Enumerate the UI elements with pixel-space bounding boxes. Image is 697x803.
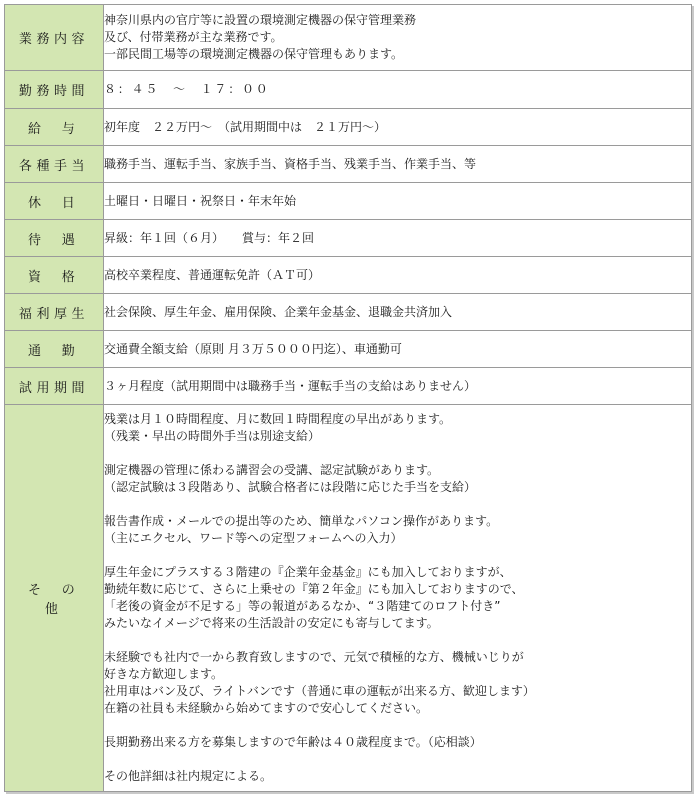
other-line: 社用車はバン及び、ライトバンです（普通に車の運転が出来る方、歓迎します） (104, 684, 535, 698)
value-other (104, 405, 692, 792)
label-treatment: 待遇 (5, 220, 104, 257)
value-commute (104, 331, 692, 368)
other-line: （主にエクセル、ワード等への定型フォームへの入力） (104, 531, 403, 545)
row-commute (5, 331, 692, 368)
label-allowances: 各種手当 (5, 146, 104, 183)
row-duties (5, 5, 692, 71)
duties-line: 一部民間工場等の環境測定機器の保守管理もあります。 (104, 47, 404, 61)
other-paragraph (104, 768, 691, 785)
other-line: みたいなイメージで将来の生活設計の安定にも寄与してます。 (104, 616, 439, 630)
label-commute: 通勤 (5, 331, 104, 368)
job-details-table (4, 4, 692, 792)
duties-line: 及び、付帯業務が主な業務です。 (104, 30, 283, 44)
value-qualifications (104, 257, 692, 294)
other-line: 好きな方歓迎します。 (104, 667, 224, 681)
probation-text: ３ヶ月程度（試用期間中は職務手当・運転手当の支給はありません） (104, 378, 477, 393)
other-line: （認定試験は３段階あり、試験合格者には段階に応じた手当を支給） (104, 480, 477, 494)
other-line: その他詳細は社内規定による。 (104, 769, 273, 783)
other-line: 未経験でも社内で一から教育致しますので、元気で積極的な方、機械いじりが (104, 650, 524, 664)
label-holidays: 休日 (5, 183, 104, 220)
value-allowances (104, 146, 692, 183)
value-hours (104, 71, 692, 109)
other-line: （残業・早出の時間外手当は別途支給） (104, 429, 321, 443)
qualifications-text: 高校卒業程度、普通運転免許（ＡＴ可） (104, 267, 321, 282)
value-duties (104, 5, 692, 71)
allowances-text: 職務手当、運転手当、家族手当、資格手当、残業手当、作業手当、等 (104, 156, 477, 171)
other-paragraph (104, 462, 691, 496)
other-paragraph (104, 734, 691, 751)
row-benefits (5, 294, 692, 331)
row-salary (5, 109, 692, 146)
holidays-text: 土曜日・日曜日・祝祭日・年末年始 (104, 193, 297, 208)
salary-text: 初年度 ２２万円～ （試用期間中は ２１万円～） (104, 119, 387, 134)
other-paragraph (104, 411, 691, 445)
value-benefits (104, 294, 692, 331)
label-probation: 試用期間 (5, 368, 104, 405)
other-line: 「老後の資金が不足する」等の報道があるなか、“３階建てのロフト付き” (104, 599, 501, 613)
label-benefits: 福利厚生 (5, 294, 104, 331)
other-line: 長期勤務出来る方を募集しますので年齢は４０歳程度まで。（応相談） (104, 735, 482, 749)
other-paragraph (104, 564, 691, 632)
label-qualifications: 資格 (5, 257, 104, 294)
row-treatment (5, 220, 692, 257)
other-paragraph (104, 513, 691, 547)
hours-text: ８：４５ ～ １７：００ (104, 82, 270, 96)
treatment-text: 昇級：年１回（６月） 賞与：年２回 (104, 230, 315, 245)
other-line: 測定機器の管理に係わる講習会の受講、認定試験があります。 (104, 463, 440, 477)
other-line: 報告書作成・メールでの提出等のため、簡単なパソコン操作があります。 (104, 514, 499, 528)
other-line: 厚生年金にプラスする３階建の『企業年金基金』にも加入しておりますが、 (104, 565, 512, 579)
row-other (5, 405, 692, 792)
other-line: 在籍の社員も未経験から始めてますので安心してください。 (104, 701, 429, 715)
row-allowances (5, 146, 692, 183)
label-salary: 給与 (5, 109, 104, 146)
commute-text: 交通費全額支給（原則 月３万５０００円迄）、車通勤可 (104, 341, 402, 356)
benefits-text: 社会保険、厚生年金、雇用保険、企業年金基金、退職金共済加入 (104, 304, 453, 319)
other-line: 勤続年数に応じて、さらに上乗せの『第２年金』にも加入しておりますので、 (104, 582, 524, 596)
label-duties: 業務内容 (5, 5, 104, 71)
value-treatment (104, 220, 692, 257)
label-hours: 勤務時間 (5, 71, 104, 109)
value-salary (104, 109, 692, 146)
value-holidays (104, 183, 692, 220)
value-probation (104, 368, 692, 405)
row-qualifications (5, 257, 692, 294)
row-hours (5, 71, 692, 109)
row-probation (5, 368, 692, 405)
label-other: その他 (5, 405, 104, 792)
other-line: 残業は月１０時間程度、月に数回１時間程度の早出があります。 (104, 412, 452, 426)
other-paragraph (104, 649, 691, 717)
duties-line: 神奈川県内の官庁等に設置の環境測定機器の保守管理業務 (104, 13, 417, 27)
row-holidays (5, 183, 692, 220)
